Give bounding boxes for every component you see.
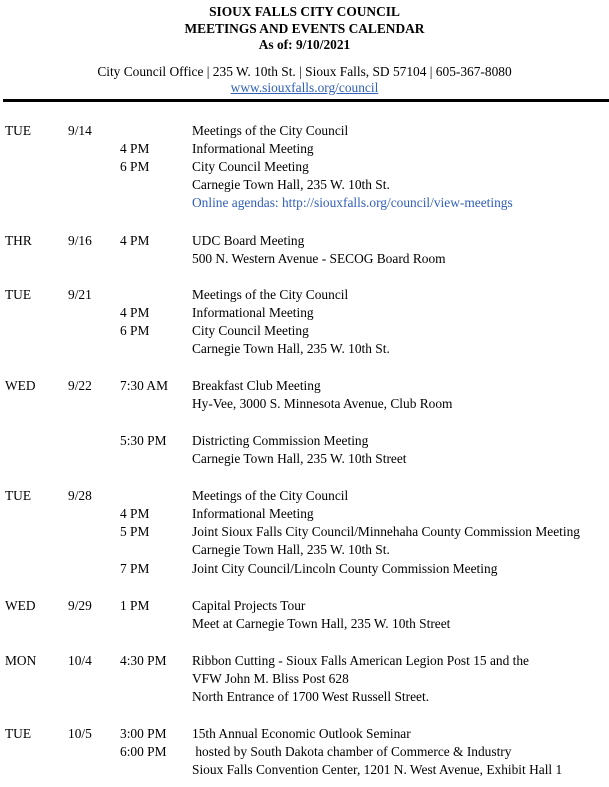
calendar-header (0, 4, 609, 96)
event-detail: City Council Meeting (192, 159, 309, 174)
event-date: 9/14 (68, 123, 92, 138)
event-date: 9/29 (68, 598, 92, 613)
event-detail: Informational Meeting (192, 506, 314, 521)
event-location: North Entrance of 1700 West Russell Street. (192, 689, 430, 704)
event-time: 6 PM (120, 323, 150, 338)
event-time: 7 PM (120, 561, 150, 576)
event-detail: Informational Meeting (192, 141, 314, 156)
event-detail: Joint Sioux Falls City Council/Minnehaha County Commission Meeting (192, 524, 580, 539)
event-day: WED (5, 378, 36, 393)
event-day: TUE (5, 488, 32, 503)
council-website-link[interactable]: www.siouxfalls.org/council (230, 79, 379, 95)
event-detail: Joint City Council/Lincoln County Commission Meeting (192, 561, 498, 576)
event-day: TUE (5, 726, 32, 741)
event-date: 10/5 (68, 726, 92, 741)
event-title: 15th Annual Economic Outlook Seminar (192, 726, 411, 741)
event-date: 9/22 (68, 378, 92, 393)
event-title: Breakfast Club Meeting (192, 378, 321, 393)
event-title: Meetings of the City Council (192, 287, 349, 302)
event-time: 6 PM (120, 159, 150, 174)
calendar-title: MEETINGS AND EVENTS CALENDAR (184, 20, 425, 36)
event-location: Meet at Carnegie Town Hall, 235 W. 10th Street (192, 616, 451, 631)
event-detail: hosted by South Dakota chamber of Commerce & Industry (192, 744, 512, 759)
event-title: UDC Board Meeting (192, 233, 305, 248)
event-date: 9/28 (68, 488, 92, 503)
event-time: 4 PM (120, 305, 150, 320)
event-location: Carnegie Town Hall, 235 W. 10th Street (192, 451, 407, 466)
event-location: Carnegie Town Hall, 235 W. 10th St. (192, 177, 390, 192)
event-time: 4:30 PM (120, 653, 167, 668)
event-detail: VFW John M. Bliss Post 628 (192, 671, 349, 686)
event-detail: City Council Meeting (192, 323, 309, 338)
event-location: Carnegie Town Hall, 235 W. 10th St. (192, 542, 390, 557)
event-time: 7:30 AM (120, 378, 168, 393)
event-date: 10/4 (68, 653, 92, 668)
event-location: 500 N. Western Avenue - SECOG Board Room (192, 251, 446, 266)
event-location: Carnegie Town Hall, 235 W. 10th St. (192, 341, 390, 356)
event-time: 6:00 PM (120, 744, 167, 759)
online-agendas-link[interactable]: Online agendas: http://siouxfalls.org/council/view-meetings (192, 195, 513, 210)
event-time: 3:00 PM (120, 726, 167, 741)
council-title: SIOUX FALLS CITY COUNCIL (209, 4, 400, 19)
event-time: 4 PM (120, 141, 150, 156)
event-detail: Informational Meeting (192, 305, 314, 320)
event-date: 9/16 (68, 233, 92, 248)
event-day: TUE (5, 123, 32, 138)
event-title: Meetings of the City Council (192, 488, 349, 503)
event-title: Districting Commission Meeting (192, 433, 369, 448)
contact-info: City Council Office | 235 W. 10th St. | Sioux Falls, SD 57104 | 605-367-8080 (97, 63, 512, 79)
header-divider (3, 99, 609, 102)
event-day: MON (5, 653, 37, 668)
event-title: Meetings of the City Council (192, 123, 349, 138)
event-time: 4 PM (120, 506, 150, 521)
event-time: 5:30 PM (120, 433, 167, 448)
as-of-date: As of: 9/10/2021 (258, 37, 351, 52)
event-day: WED (5, 598, 36, 613)
event-day: THR (5, 233, 32, 248)
event-date: 9/21 (68, 287, 92, 302)
event-day: TUE (5, 287, 32, 302)
event-title: Ribbon Cutting - Sioux Falls American Legion Post 15 and the (192, 653, 529, 668)
event-location: Sioux Falls Convention Center, 1201 N. West Avenue, Exhibit Hall 1 (192, 762, 563, 777)
event-time: 1 PM (120, 598, 150, 613)
event-time: 5 PM (120, 524, 150, 539)
event-title: Capital Projects Tour (192, 598, 306, 613)
event-location: Hy-Vee, 3000 S. Minnesota Avenue, Club Room (192, 396, 453, 411)
event-time: 4 PM (120, 233, 150, 248)
